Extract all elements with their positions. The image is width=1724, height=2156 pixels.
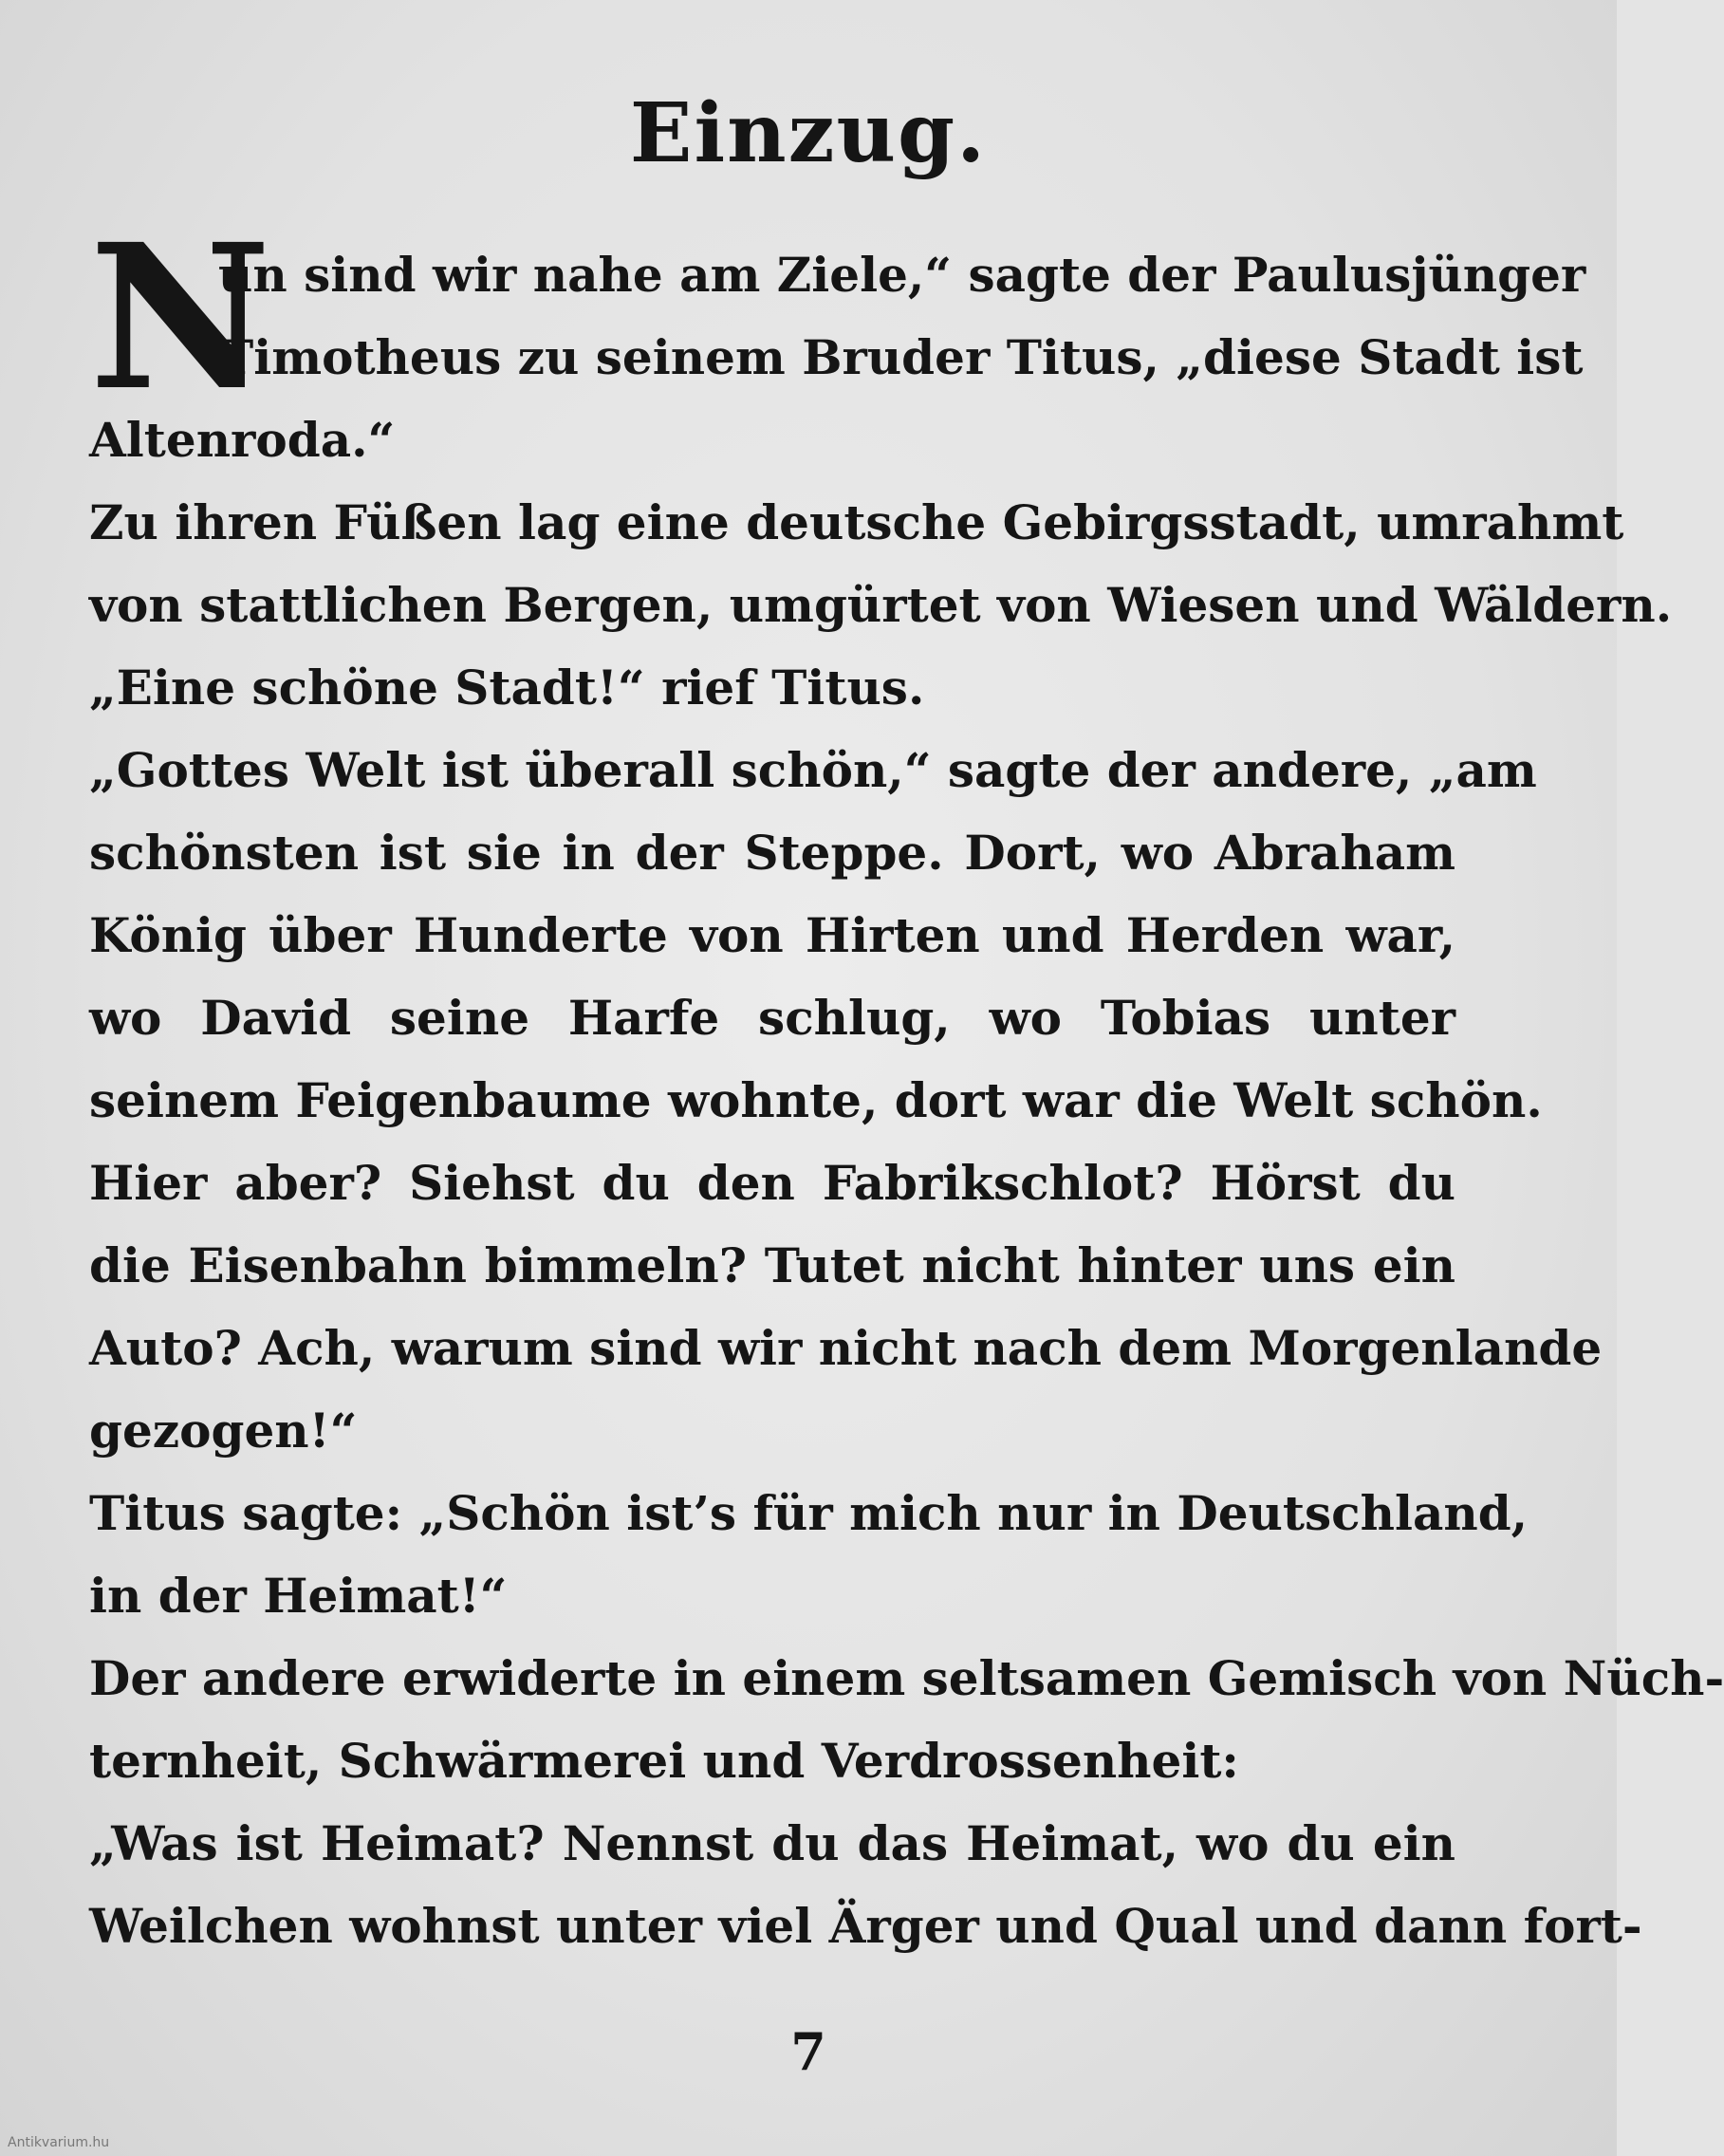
text-line: schönsten ist sie in der Steppe. Dort, wo Abraham bbox=[89, 825, 1455, 881]
chapter-title: Einzug. bbox=[629, 85, 988, 181]
text-line: die Eisenbahn bimmeln? Tutet nicht hinter uns ein bbox=[89, 1237, 1455, 1293]
watermark: Antikvarium.hu bbox=[8, 2135, 110, 2150]
text-line: „Was ist Heimat? Nennst du das Heimat, wo du ein bbox=[89, 1815, 1455, 1871]
text-line: gezogen!“ bbox=[89, 1403, 358, 1459]
text-line: in der Heimat!“ bbox=[89, 1568, 508, 1624]
text-line: Timotheus zu seinem Bruder Titus, „diese Stadt ist bbox=[218, 329, 1584, 385]
text-line: Hier aber? Siehst du den Fabrikschlot? Hörst du bbox=[89, 1155, 1455, 1211]
text-line: ternheit, Schwärmerei und Verdrossenheit: bbox=[89, 1733, 1239, 1789]
text-line: Altenroda.“ bbox=[89, 412, 396, 468]
text-line: Auto? Ach, warum sind wir nicht nach dem Morgenlande bbox=[89, 1320, 1603, 1376]
text-line: seinem Feigenbaume wohnte, dort war die Welt schön. bbox=[89, 1072, 1543, 1128]
text-line: von stattlichen Bergen, umgürtet von Wiesen und Wäldern. bbox=[89, 577, 1673, 633]
text-line: Titus sagte: „Schön ist’s für mich nur in Deutschland, bbox=[89, 1485, 1529, 1541]
text-line: Zu ihren Füßen lag eine deutsche Gebirgsstadt, umrahmt bbox=[89, 494, 1624, 550]
body-text bbox=[89, 200, 1724, 1967]
drop-cap: N bbox=[89, 200, 271, 435]
text-line: Der andere erwiderte in einem seltsamen Gemisch von Nüch- bbox=[89, 1650, 1724, 1706]
text-line: Weilchen wohnst unter viel Ärger und Qual und dann fort- bbox=[89, 1898, 1642, 1954]
text-line: un sind wir nahe am Ziele,“ sagte der Paulusjünger bbox=[218, 247, 1586, 303]
text-line: König über Hunderte von Hirten und Herden war, bbox=[89, 907, 1455, 963]
text-line: wo David seine Harfe schlug, wo Tobias unter bbox=[89, 990, 1455, 1046]
page-number: 7 bbox=[790, 2021, 826, 2082]
text-line: „Gottes Welt ist überall schön,“ sagte der andere, „am bbox=[89, 742, 1537, 798]
text-line: „Eine schöne Stadt!“ rief Titus. bbox=[89, 660, 925, 716]
